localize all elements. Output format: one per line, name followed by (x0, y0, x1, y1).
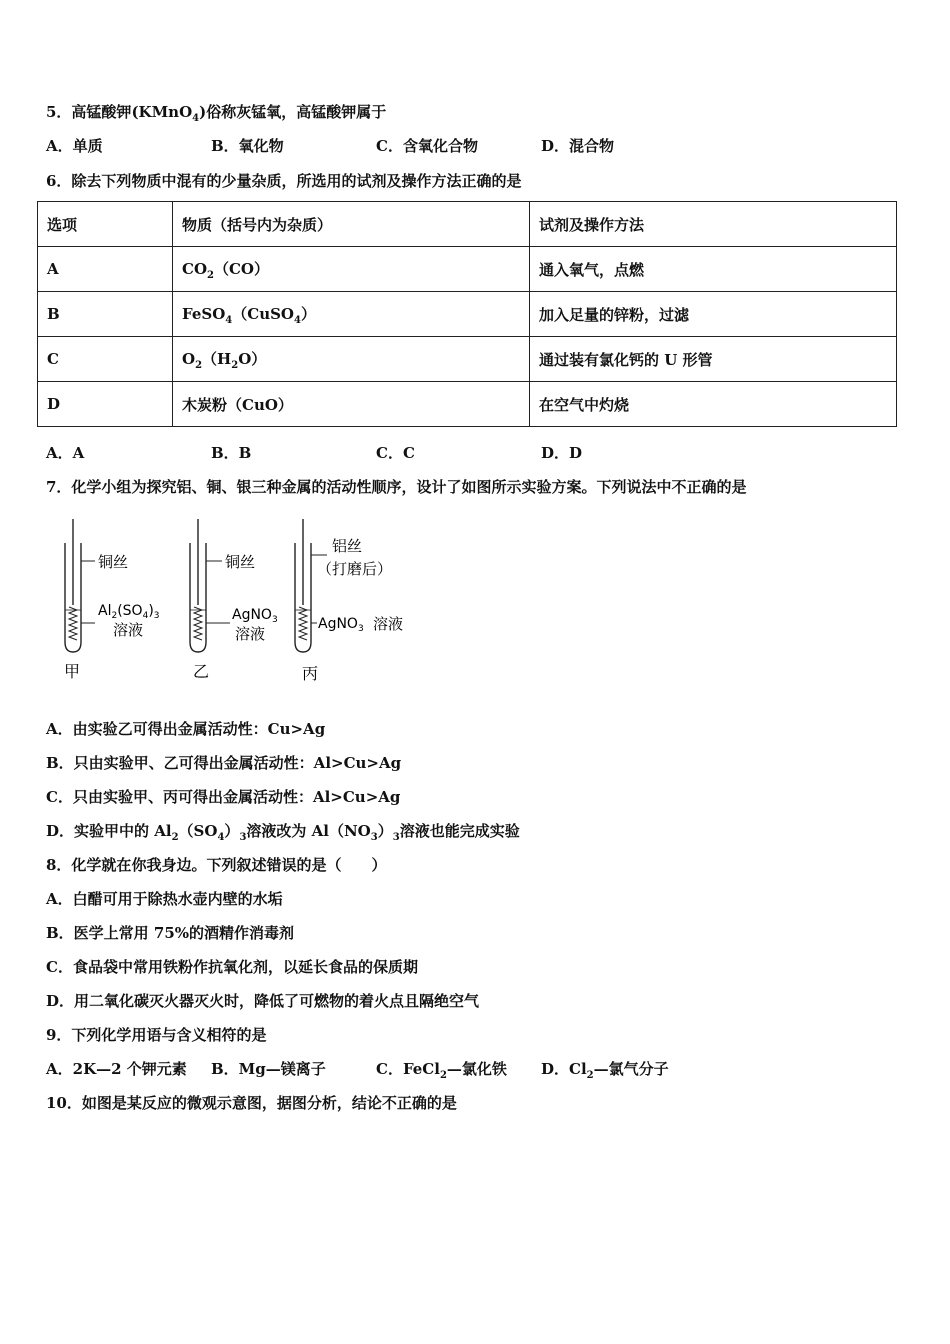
table-cell-option: C (38, 337, 173, 382)
table-cell-substance: 木炭粉（CuO） (173, 382, 530, 427)
q5-option-a: A．单质 (46, 137, 103, 155)
q7-stem: 7．化学小组为探究铝、铜、银三种金属的活动性顺序，设计了如图所示实验方案。下列说法中不正确的是 (46, 478, 747, 496)
tube1-solution-word: 溶液 (113, 621, 144, 639)
tube2-solution-word: 溶液 (235, 625, 266, 643)
q6-option-b: B．B (211, 444, 252, 462)
q5-option-d: D．混合物 (541, 137, 615, 155)
q8-option-b: B．医学上常用 75%的酒精作消毒剂 (46, 924, 295, 942)
tube1-solution-formula: $Al_2(SO_4)_3$ (98, 603, 160, 621)
q8-option-c: C．食品袋中常用铁粉作抗氧化剂，以延长食品的保质期 (46, 958, 418, 976)
table-cell-option: B (38, 292, 173, 337)
tube2-wire-label: 铜丝 (225, 553, 256, 571)
q9-option-d: D．$Cl_2—$氯气分子 (541, 1060, 669, 1081)
table-cell-option: A (38, 247, 173, 292)
test-tube-jia (65, 519, 95, 652)
table-cell-option: D (38, 382, 173, 427)
table-cell-method: 通过装有氯化钙的 U 形管 (530, 337, 897, 382)
q6-stem: 6．除去下列物质中混有的少量杂质，所选用的试剂及操作方法正确的是 (46, 172, 522, 190)
table-header-substance: 物质（括号内为杂质） (173, 202, 530, 247)
q9-stem: 9．下列化学用语与含义相符的是 (46, 1026, 267, 1044)
test-tube-yi (190, 519, 230, 652)
table-row (38, 202, 897, 247)
table-row (38, 337, 897, 382)
table-cell-method: 通入氧气，点燃 (530, 247, 897, 292)
q7-experiment-figure (55, 515, 425, 690)
tube3-solution-word: 溶液 (373, 615, 404, 633)
table-row (38, 247, 897, 292)
table-row (38, 292, 897, 337)
tube2-label: 乙 (193, 662, 210, 681)
q5-stem: 5．高锰酸钾(KMnO$_4$)俗称灰锰氧，高锰酸钾属于 (46, 103, 387, 124)
q7-option-c: C．只由实验甲、丙可得出金属活动性：Al>Cu>Ag (46, 788, 401, 806)
q5-option-c: C．含氧化合物 (376, 137, 478, 155)
table-cell-method: 在空气中灼烧 (530, 382, 897, 427)
q8-option-d: D．用二氧化碳灭火器灭火时，降低了可燃物的着火点且隔绝空气 (46, 992, 480, 1010)
q6-option-d: D．D (541, 444, 583, 462)
tube3-wire-label: 铝丝 (332, 537, 363, 555)
q5-option-b: B．氧化物 (211, 137, 284, 155)
tube2-solution-formula: AgNO$_3$ (232, 607, 278, 625)
tube1-wire-label: 铜丝 (98, 553, 129, 571)
q10-stem: 10．如图是某反应的微观示意图，据图分析，结论不正确的是 (46, 1094, 457, 1112)
table-cell-substance: FeSO$_4$（CuSO$_4$） (173, 292, 530, 337)
test-tube-bing (295, 519, 327, 652)
q6-option-a: A．A (46, 444, 85, 462)
table-cell-method: 加入足量的锌粉，过滤 (530, 292, 897, 337)
table-header-option: 选项 (38, 202, 173, 247)
q6-table (37, 201, 897, 427)
table-header-method: 试剂及操作方法 (530, 202, 897, 247)
q8-stem: 8．化学就在你我身边。下列叙述错误的是（ ） (46, 856, 387, 874)
tube3-label: 丙 (302, 664, 319, 683)
q7-option-a: A．由实验乙可得出金属活动性：Cu>Ag (46, 720, 326, 738)
table-row (38, 382, 897, 427)
table-cell-substance: $O_2(H_2O)$ (173, 337, 530, 382)
q7-option-b: B．只由实验甲、乙可得出金属活动性：Al>Cu>Ag (46, 754, 402, 772)
q9-option-c: C．FeCl$_2$—氯化铁 (376, 1060, 507, 1081)
table-cell-substance: $CO_2(CO)$ (173, 247, 530, 292)
q7-option-d: D．实验甲中的 $Al_2(SO_4)_3$溶液改为 $Al(NO_3)_3$溶液也能完成实验 (46, 822, 520, 843)
tube3-solution-formula: AgNO$_3$ (318, 616, 364, 634)
tube1-label: 甲 (64, 662, 81, 681)
q8-option-a: A．白醋可用于除热水壶内壁的水垢 (46, 890, 283, 908)
tube3-wire-note: （打磨后） (317, 560, 393, 578)
q9-option-a: A．2K—2 个钾元素 (46, 1060, 187, 1078)
q9-option-b: B．Mg—镁离子 (211, 1060, 326, 1078)
q6-option-c: C．C (376, 444, 415, 462)
